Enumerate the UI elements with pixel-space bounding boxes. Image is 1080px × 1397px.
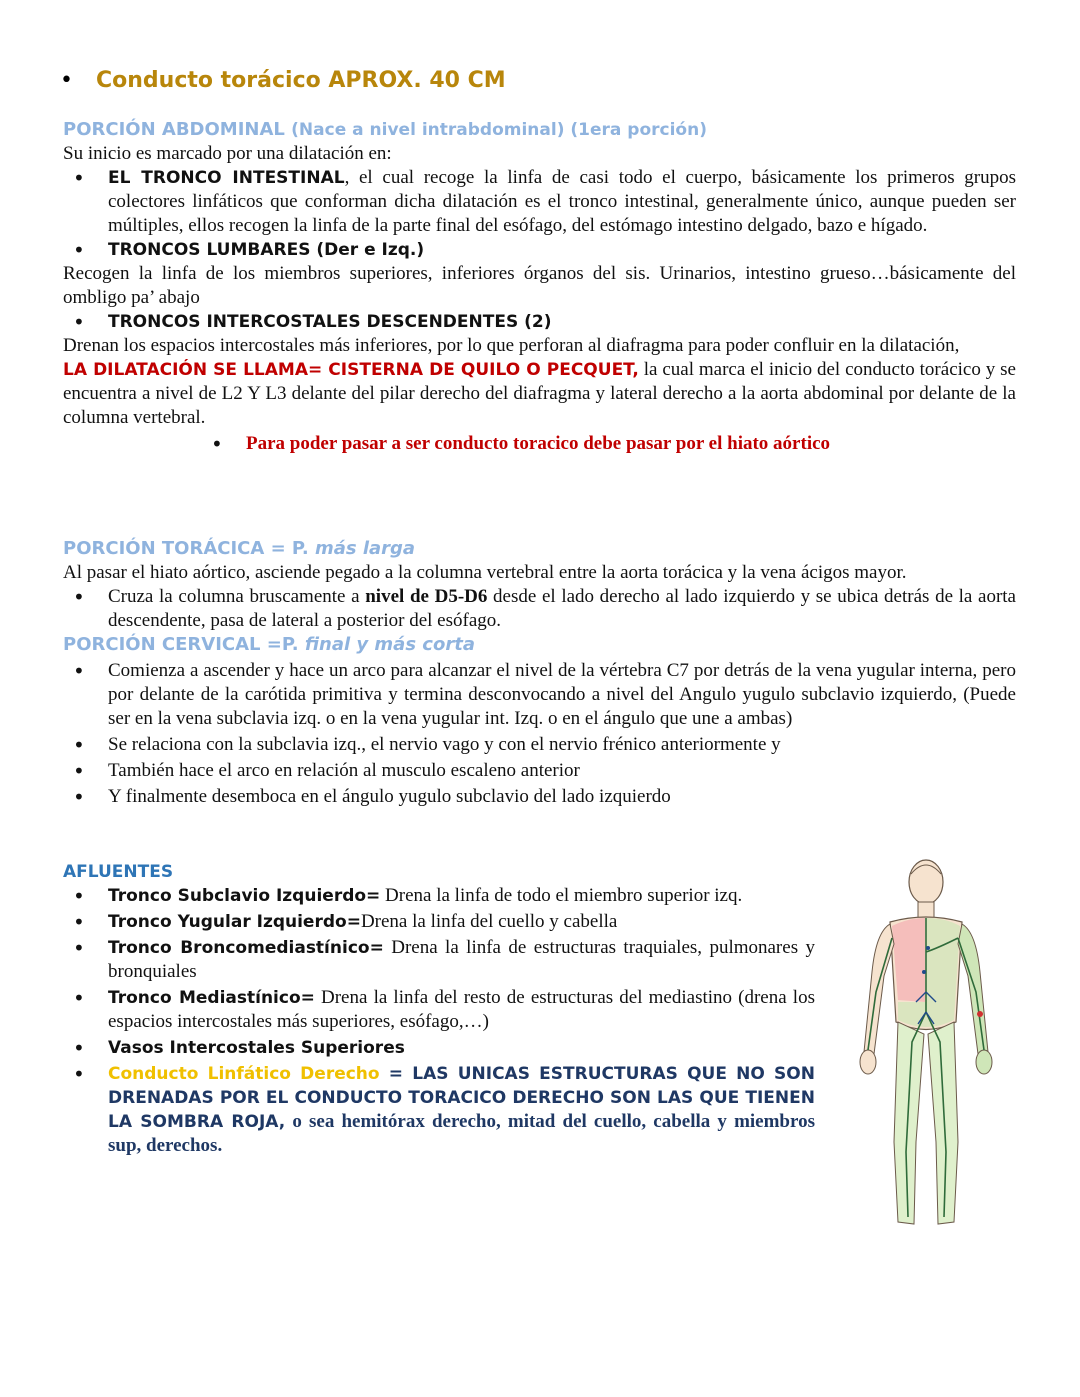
hiato-note-item: [201, 432, 1016, 456]
right-leg-shape: [894, 1022, 924, 1224]
conducto-derecho-caps: = LAS UNICAS ESTRUCTURAS QUE NO SON DRENADAS POR EL CONDUCTO TORACICO DERECHO SON LAS QUE TIENEN LA SOMBRA ROJA,: [108, 1064, 815, 1132]
neck-shape: [918, 902, 934, 918]
toracica-heading-italic: más larga: [314, 538, 416, 559]
list-item-tronco-intestinal: [63, 166, 1016, 238]
toracica-text: Al pasar el hiato aórtico, asciende pegado a la columna vertebral entre la aorta torácica y la vena ácigos mayor.: [63, 562, 907, 583]
list-item-afluente: [63, 884, 815, 908]
afluente-label: Tronco Broncomediastínico=: [108, 938, 384, 958]
abdominal-heading-main: PORCIÓN ABDOMINAL: [63, 119, 285, 140]
cisterna-text: la cual marca el inicio del conducto torácico y se encuentra a nivel de L2 Y L3 delante del pilar derecho del diafragma y lateral derecho a la aorta abdominal por delante de la columna vertebral.: [63, 359, 1016, 428]
list-item-conducto-linfatico-derecho: [63, 1062, 815, 1158]
tronco-intestinal-text: , el cual recoge la linfa de casi todo el cuerpo, básicamente los primeros grupos colectores linfáticos que conforman dicha dilatación es el tronco intestinal, generalmente único, aunque pueden ser múltiples, ellos recogen la linfa de la parte final del esófago, del estómago intestino delgado, bazo e hígado.: [108, 167, 1016, 236]
toracica-bullet-bold: nivel de D5-D6: [365, 586, 488, 607]
section-abdominal: [63, 118, 1016, 456]
red-dot-marker: [977, 1011, 983, 1017]
troncos-intercostales-text: Drenan los espacios intercostales más inferiores, por lo que perforan al diafragma para poder confluir en la dilatación,: [63, 335, 960, 356]
toracica-bullet-post: desde el lado derecho al lado izquierdo y se ubica detrás de la aorta descendente, pasa de lateral a posterior del esófago.: [108, 586, 1016, 631]
list-item-cervical: • Comienza a ascender y hace un arco para alcanzar el nivel de la vértebra C7 por detrás de la vena yugular interna, pero por delante de la carótida primitiva y termina desconvocando a nivel del Angulo yugulo subclavio izquierdo, (Puede ser en la vena subclavia izq. o en la vena yugular int. Izq. o en el ángulo que une a ambas): [63, 659, 1016, 731]
lymphatic-body-illustration: [828, 852, 1024, 1234]
lymph-node: [922, 970, 926, 974]
bullet-icon: •: [60, 68, 73, 93]
toracica-heading: [63, 537, 1016, 561]
conducto-derecho-label: Conducto Linfático Derecho: [108, 1064, 380, 1084]
cervical-heading: [63, 633, 1016, 657]
right-hand-shape: [860, 1050, 876, 1074]
afluente-text: Drena la linfa del cuello y cabella: [360, 911, 618, 932]
section-afluentes: [63, 860, 815, 1158]
afluente-label: Tronco Mediastínico=: [108, 988, 315, 1008]
list-item-afluente: [63, 910, 815, 934]
list-item-toracica-cruce: [63, 585, 1016, 633]
abdominal-intro: Su inicio es marcado por una dilatación en:: [63, 143, 392, 164]
afluente-label: Tronco Subclavio Izquierdo=: [108, 886, 381, 906]
afluente-label: Vasos Intercostales Superiores: [108, 1038, 405, 1058]
troncos-lumbares-text: Recogen la linfa de los miembros superiores, inferiores órganos del sis. Urinarios, intestino grueso…básicamente del ombligo pa’ abajo: [63, 263, 1016, 308]
list-item-cervical: • También hace el arco en relación al musculo escaleno anterior: [63, 759, 1016, 783]
section-toracica: [63, 537, 1016, 809]
lymph-vessels: [868, 918, 984, 1217]
cisterna-paragraph: [63, 358, 1016, 430]
list-item-troncos-lumbares: [63, 238, 1016, 262]
cervical-heading-main: PORCIÓN CERVICAL =P.: [63, 634, 299, 655]
abdominal-heading-sub: (Nace a nivel intrabdominal) (1era porción): [291, 120, 707, 140]
toracica-bullet-pre: Cruza la columna bruscamente a: [108, 586, 366, 607]
list-item-cervical: • Y finalmente desemboca en el ángulo yugulo subclavio del lado izquierdo: [63, 785, 1016, 809]
right-arm-shape: [864, 924, 894, 1054]
afluente-text: Drena la linfa de todo el miembro superior izq.: [380, 885, 743, 906]
list-item-afluente: [63, 936, 815, 984]
afluentes-heading: AFLUENTES: [63, 862, 174, 882]
cisterna-label: LA DILATACIÓN SE LLAMA= CISTERNA DE QUILO O PECQUET,: [63, 360, 639, 380]
head-shape: [909, 860, 943, 904]
afluente-label: Tronco Yugular Izquierdo=: [108, 912, 361, 932]
page-title: Conducto torácico APROX. 40 CM: [96, 68, 506, 93]
afluente-text: Drena la linfa del resto de estructuras del mediastino (drena los espacios intercostales más superiores, esófago,…): [108, 987, 815, 1032]
tronco-intestinal-label: EL TRONCO INTESTINAL: [108, 168, 345, 188]
list-item-afluente: [63, 986, 815, 1034]
conducto-derecho-text: o sea hemitórax derecho, mitad del cuello, cabella y miembros sup, derechos.: [108, 1111, 815, 1156]
list-item-cervical: • Se relaciona con la subclavia izq., el nervio vago y con el nervio frénico anteriormente y: [63, 733, 1016, 757]
hiato-note-row: [63, 432, 1016, 456]
left-arm-shape: [958, 924, 988, 1054]
troncos-lumbares-label: TRONCOS LUMBARES (Der e Izq.): [108, 240, 425, 260]
troncos-intercostales-label: TRONCOS INTERCOSTALES DESCENDENTES (2): [108, 312, 552, 332]
abdominal-heading: [63, 118, 1016, 142]
hiato-note: Para poder pasar a ser conducto toracico debe pasar por el hiato aórtico: [246, 433, 831, 454]
cervical-heading-italic: final y más corta: [304, 634, 475, 655]
lymph-node: [926, 946, 930, 950]
list-item-afluente: [63, 1036, 815, 1060]
list-item-troncos-intercostales: [63, 310, 1016, 334]
toracica-heading-main: PORCIÓN TORÁCICA = P.: [63, 538, 309, 559]
left-hand-shape: [976, 1050, 992, 1074]
left-leg-shape: [928, 1022, 958, 1224]
title-row: [60, 66, 506, 95]
afluente-text: Drena la linfa de estructuras traquiales, pulmonares y bronquiales: [108, 937, 815, 982]
